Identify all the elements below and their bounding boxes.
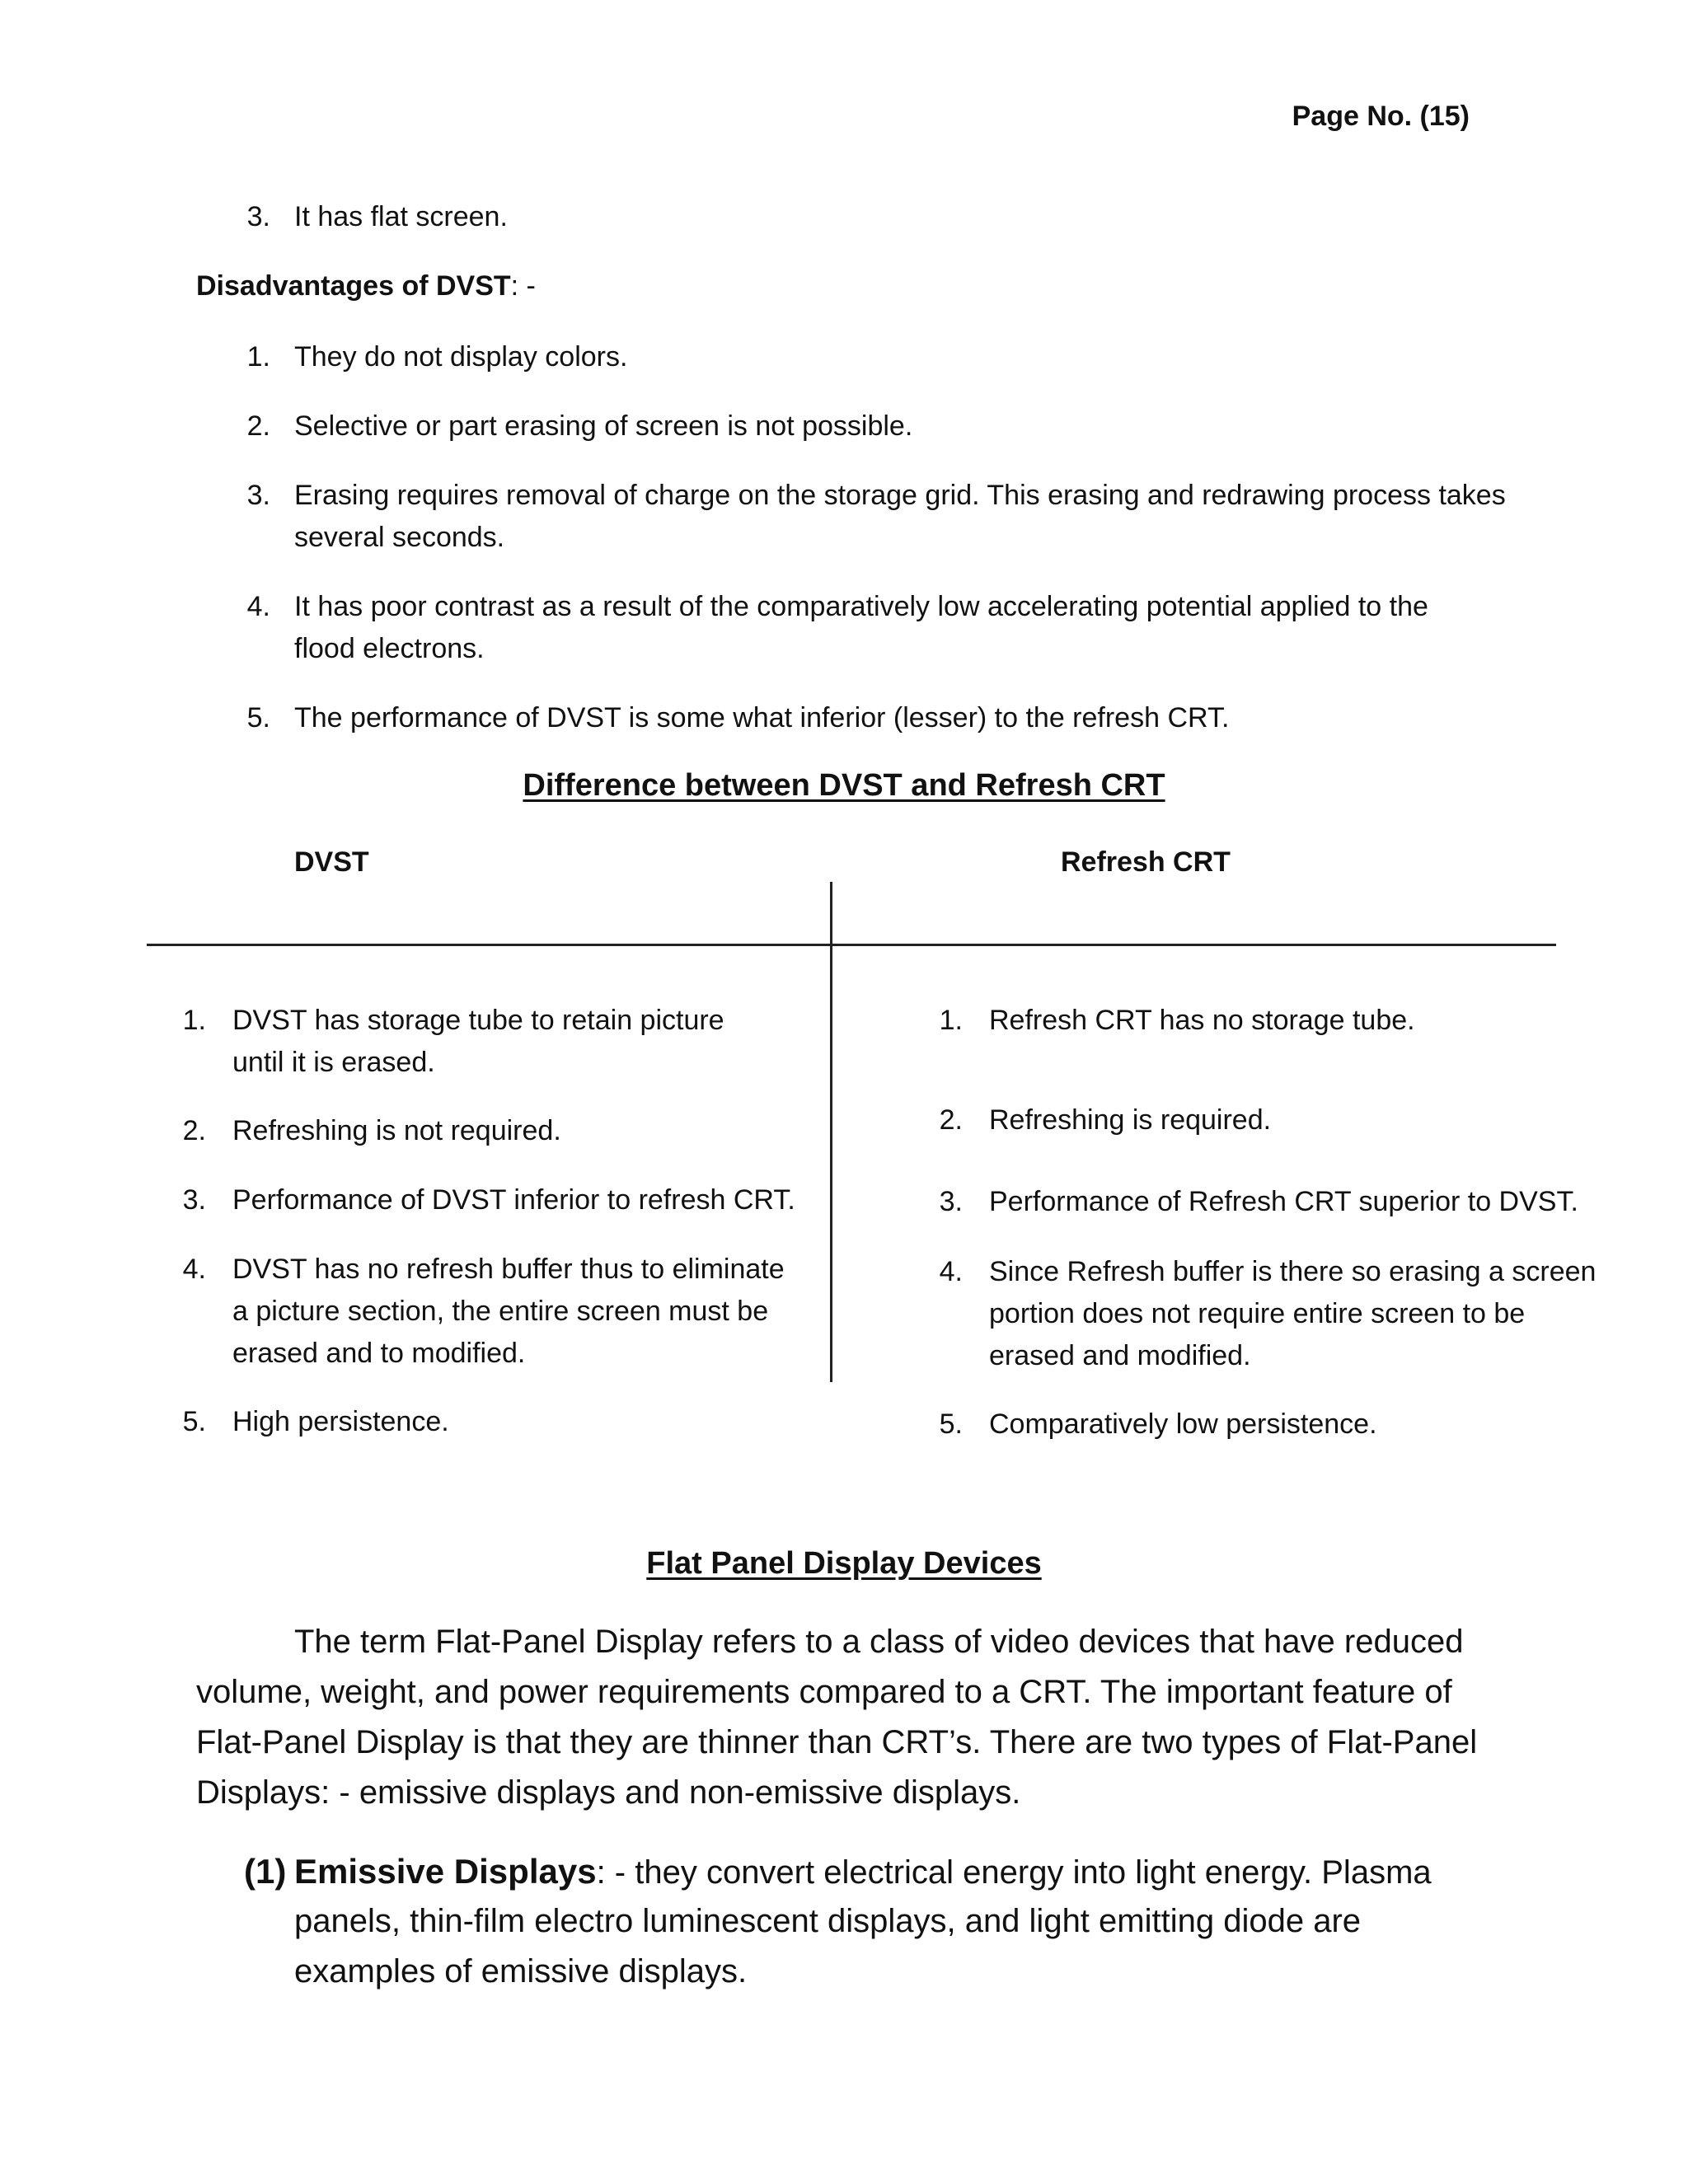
disadvantages-heading <box>196 265 536 307</box>
table-vertical-divider <box>830 882 832 1382</box>
dvst-item-number: 1. <box>182 1005 206 1036</box>
dvst-item-text: Performance of DVST inferior to refresh CRT. <box>232 1184 795 1216</box>
crt-item-text: Refresh CRT has no storage tube. <box>989 1005 1415 1036</box>
refresh-crt-column-header: Refresh CRT <box>1061 846 1231 878</box>
list-number: 2. <box>246 410 270 442</box>
crt-item-text: Since Refresh buffer is there so erasing a screen <box>989 1256 1597 1287</box>
disadvantages-heading-suffix: : - <box>510 270 536 302</box>
dvst-item-text: erased and to modified. <box>232 1338 526 1369</box>
dvst-item-text: a picture section, the entire screen must be <box>232 1296 769 1327</box>
list-item-text: Erasing requires removal of charge on the storage grid. This erasing and redrawing process takes <box>294 480 1506 511</box>
list-number: 4. <box>246 591 270 622</box>
crt-item-text: erased and modified. <box>989 1340 1251 1371</box>
dvst-item-number: 3. <box>182 1184 206 1216</box>
crt-item-text: Performance of Refresh CRT superior to DVST. <box>989 1186 1578 1217</box>
crt-item-text: Comparatively low persistence. <box>989 1408 1377 1440</box>
emissive-label: Emissive Displays <box>294 1852 597 1891</box>
disadvantages-heading-label: Disadvantages of DVST <box>196 270 511 302</box>
crt-item-text: Refreshing is required. <box>989 1104 1272 1136</box>
list-number: 1. <box>246 341 270 373</box>
emissive-line: panels, thin-film electro luminescent displays, and light emitting diode are <box>294 1903 1362 1939</box>
dvst-item-number: 5. <box>182 1406 206 1437</box>
dvst-item-number: 4. <box>182 1254 206 1285</box>
list-item-text: It has flat screen. <box>294 201 508 232</box>
emissive-description: : - they convert electrical energy into light energy. Plasma <box>596 1854 1432 1891</box>
list-number: 3. <box>246 480 270 511</box>
list-item-text: They do not display colors. <box>294 341 628 373</box>
paragraph-line: The term Flat-Panel Display refers to a class of video devices that have reduced <box>294 1624 1464 1660</box>
list-item-text: It has poor contrast as a result of the comparatively low accelerating potential applied to the <box>294 591 1428 622</box>
list-number: 3. <box>246 201 270 232</box>
list-item-text: Selective or part erasing of screen is not possible. <box>294 410 913 442</box>
dvst-item-text: Refreshing is not required. <box>232 1115 561 1146</box>
table-horizontal-rule <box>147 944 1556 946</box>
emissive-number: (1) <box>244 1852 287 1891</box>
list-item-text: several seconds. <box>294 522 505 553</box>
dvst-column-header: DVST <box>294 846 369 878</box>
comparison-title: Difference between DVST and Refresh CRT <box>523 768 1165 803</box>
dvst-item-text: until it is erased. <box>232 1047 435 1078</box>
list-item-text: flood electrons. <box>294 633 485 664</box>
dvst-item-number: 2. <box>182 1115 206 1146</box>
paragraph-line: Flat-Panel Display is that they are thinner than CRT’s. There are two types of Flat-Panel <box>196 1724 1478 1760</box>
crt-item-number: 5. <box>939 1408 963 1440</box>
crt-item-text: portion does not require entire screen to be <box>989 1298 1526 1329</box>
emissive-first-line <box>294 1846 1432 1898</box>
paragraph-line: volume, weight, and power requirements compared to a CRT. The important feature of <box>196 1674 1452 1710</box>
page-number: Page No. (15) <box>1292 101 1470 132</box>
paragraph-line: Displays: - emissive displays and non-emissive displays. <box>196 1774 1021 1811</box>
dvst-item-text: DVST has storage tube to retain picture <box>232 1005 724 1036</box>
dvst-item-text: High persistence. <box>232 1406 449 1437</box>
dvst-item-text: DVST has no refresh buffer thus to eliminate <box>232 1254 785 1285</box>
crt-item-number: 2. <box>939 1104 963 1136</box>
crt-item-number: 4. <box>939 1256 963 1287</box>
list-item-text: The performance of DVST is some what inferior (lesser) to the refresh CRT. <box>294 702 1230 733</box>
emissive-line: examples of emissive displays. <box>294 1953 748 1990</box>
flat-panel-title: Flat Panel Display Devices <box>646 1546 1042 1581</box>
crt-item-number: 3. <box>939 1186 963 1217</box>
list-number: 5. <box>246 702 270 733</box>
crt-item-number: 1. <box>939 1005 963 1036</box>
